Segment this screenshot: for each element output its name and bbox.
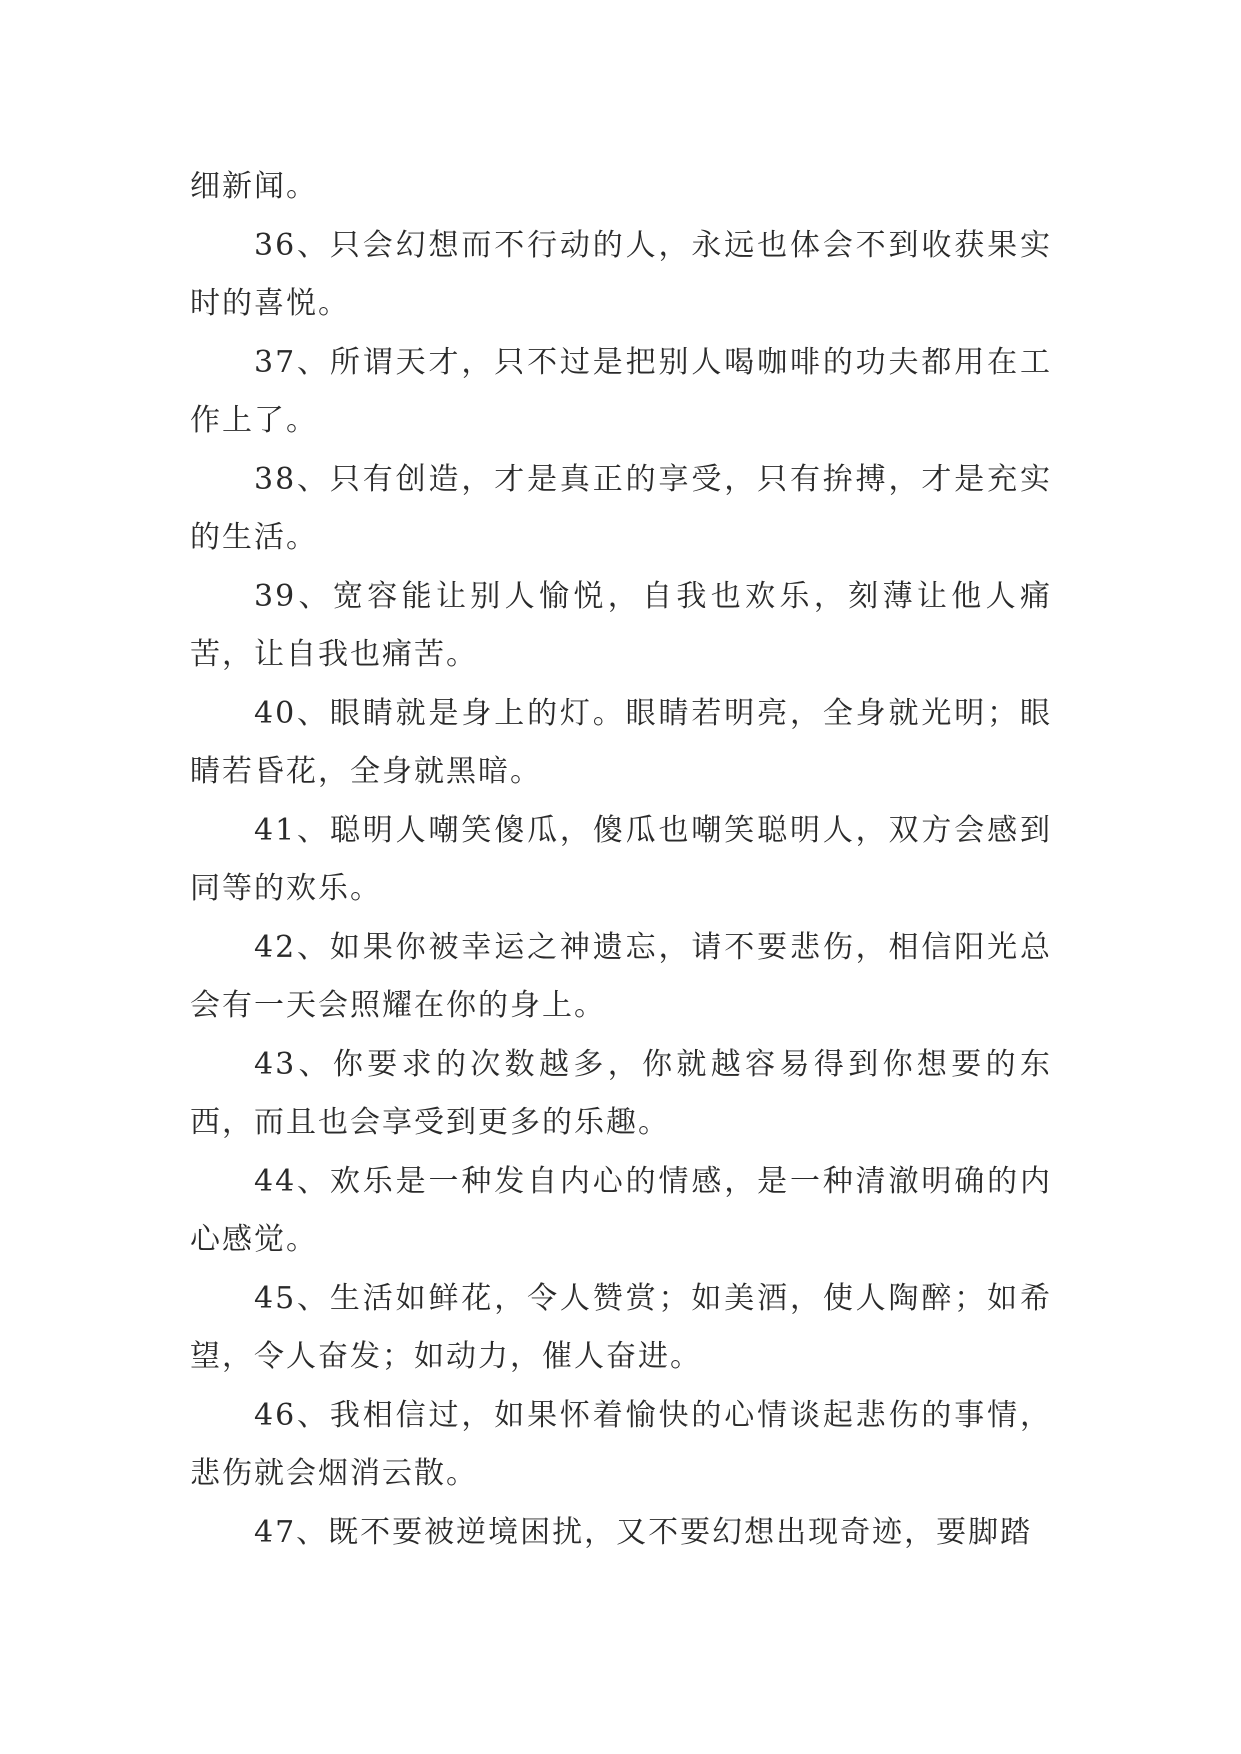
paragraph-42: 42、如果你被幸运之神遗忘，请不要悲伤，相信阳光总会有一天会照耀在你的身上。 bbox=[190, 929, 1052, 1023]
paragraph-continued: 细新闻。 bbox=[190, 169, 318, 204]
paragraph-39: 39、宽容能让别人愉悦，自我也欢乐，刻薄让他人痛苦，让自我也痛苦。 bbox=[190, 578, 1052, 672]
paragraph-36: 36、只会幻想而不行动的人，永远也体会不到收获果实时的喜悦。 bbox=[190, 227, 1052, 321]
paragraph-43: 43、你要求的次数越多，你就越容易得到你想要的东西，而且也会享受到更多的乐趣。 bbox=[190, 1046, 1052, 1140]
paragraph-44: 44、欢乐是一种发自内心的情感，是一种清澈明确的内心感觉。 bbox=[190, 1163, 1052, 1257]
paragraph-41: 41、聪明人嘲笑傻瓜，傻瓜也嘲笑聪明人，双方会感到同等的欢乐。 bbox=[190, 812, 1052, 906]
paragraph-45: 45、生活如鲜花，令人赞赏；如美酒，使人陶醉；如希望，令人奋发；如动力，催人奋进。 bbox=[190, 1280, 1052, 1374]
paragraph-37: 37、所谓天才，只不过是把别人喝咖啡的功夫都用在工作上了。 bbox=[190, 344, 1052, 438]
paragraph-40: 40、眼睛就是身上的灯。眼睛若明亮，全身就光明；眼睛若昏花，全身就黑暗。 bbox=[190, 695, 1052, 789]
document-body bbox=[190, 158, 1052, 1562]
paragraph-47: 47、既不要被逆境困扰，又不要幻想出现奇迹，要脚踏 bbox=[254, 1514, 1033, 1550]
paragraph-46: 46、我相信过，如果怀着愉快的心情谈起悲伤的事情，悲伤就会烟消云散。 bbox=[190, 1397, 1052, 1491]
paragraph-38: 38、只有创造，才是真正的享受，只有拚搏，才是充实的生活。 bbox=[190, 461, 1052, 555]
